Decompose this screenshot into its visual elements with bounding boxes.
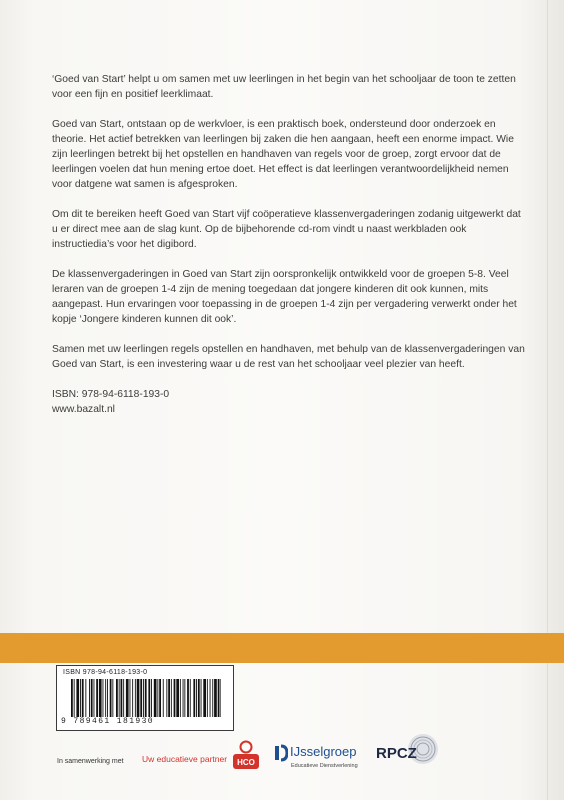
cooperation-label: In samenwerking met [57, 758, 124, 765]
ijsselgroep-icon [274, 744, 288, 762]
rpcz-logo: RPCZ [376, 745, 417, 762]
paragraph-description: Goed van Start, ontstaan op de werkvloer, is een praktisch boek, ondersteund door onderzoek en theorie. Het actief betrekken van leerlingen bij zaken die hen aangaan, heeft een enorme impact. Wie zijn leerlingen betrekt bij het opstellen en handhaven van regels voor de groep, zorgt ervoor dat de leerlingen voelen dat hun mening ertoe doet. Het effect is dat leerlingen verantwoordelijkheid nemen voor datgene wat samen is afgesproken. [52, 119, 514, 190]
isbn-text: ISBN: 978-94-6118-193-0 [52, 389, 170, 400]
paragraph-intro: ‘Goed van Start’ helpt u om samen met uw leerlingen in het begin van het schooljaar de toon te zetten voor een fijn en positief leerklimaat. [52, 74, 516, 100]
partner-tagline: Uw educatieve partner [142, 754, 228, 764]
orange-band [0, 633, 564, 663]
website-link[interactable]: www.bazalt.nl [52, 404, 115, 415]
barcode [56, 665, 234, 731]
ijsselgroep-logo: IJsselgroep [290, 744, 357, 759]
barcode-bars [71, 679, 221, 717]
blurb [52, 72, 528, 417]
hco-logo-text: HCO [237, 758, 255, 767]
barcode-digits: 9 789461 181930 [61, 717, 155, 726]
spine-edge [547, 0, 549, 800]
paragraph-groups: De klassenvergaderingen in Goed van Start zijn oorspronkelijk ontwikkeld voor de groepen 5-8. Veel leraren van de groepen 1-4 zijn de mening toegedaan dat jongere kinderen dit ook kunnen, mits aangepast. Hun ervaringen voor toepassing in de groepen 1-4 zijn per vergadering verwerkt onder het kopje ‘Jongere kinderen kunnen dit ook’. [52, 269, 517, 325]
barcode-isbn: ISBN 978-94-6118-193-0 [63, 669, 148, 676]
hco-logo [232, 740, 260, 772]
paragraph-meetings: Om dit te bereiken heeft Goed van Start vijf coöperatieve klassenvergaderingen zodanig uitgewerkt dat u er direct mee aan de slag kunt. Op de bijbehorende cd-rom vindt u naast werkbladen ook instructiedia’s voor het digibord. [52, 209, 521, 250]
ijsselgroep-tagline: Educatieve Dienstverlening [291, 763, 358, 769]
paragraph-investment: Samen met uw leerlingen regels opstellen en handhaven, met behulp van de klassenvergaderingen van Goed van Start, is een investering waar u de rest van het schooljaar veel plezier van heeft. [52, 344, 525, 370]
